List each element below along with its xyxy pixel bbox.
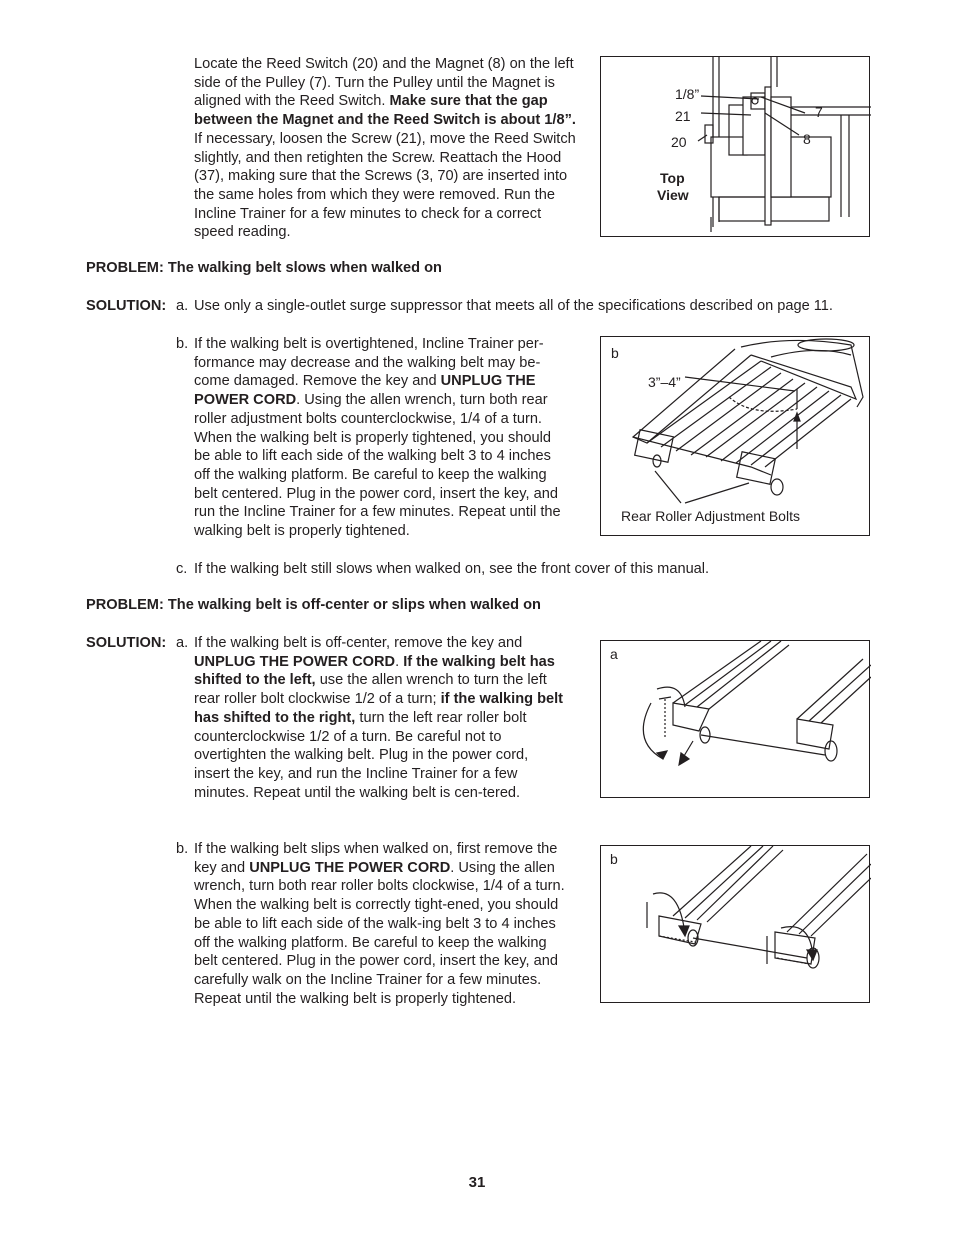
reed-switch-diagram [601,57,871,238]
step-2b-text [194,840,566,1008]
problem-heading-belt-slows: PROBLEM: The walking belt slows when walked on [86,260,442,276]
figure-letter-b2: b [610,851,618,867]
figure-belt-slipping [600,845,870,1003]
unplug-warning-1: UNPLUG THE POWER CORD [194,373,536,409]
figure-belt-tension [600,336,870,536]
pulley-7-label: 7 [815,104,823,120]
problem-heading-belt-off-center: PROBLEM: The walking belt is off-center or slips when walked on [86,597,541,613]
magnet-8-label: 8 [803,131,811,147]
reed-switch-gap-emphasis: Make sure that the gap between the Magnet and the Reed Switch is about 1/8”. [194,93,576,129]
step-2a-text-4: turn the left rear roller bolt counterclockwise 1/2 of a turn. Be careful not to overtighten the walking belt. Plug in the power cord, insert the key, and run the Incline Trainer for a few minutes. Repeat until the walking belt is cen-tered. [194,709,529,801]
step-1b-text-1: If the walking belt is overtightened, Incline Trainer per-formance may decrease and the walking belt may be-come damaged. Remove the key and [194,336,544,390]
step-1a-text: Use only a single-outlet surge suppressor that meets all of the specifications described on page 11. [194,298,833,314]
step-2a-text-3: use the allen wrench to turn the left rear roller bolt clockwise 1/2 of a turn; [194,672,547,708]
step-1b-text [194,335,570,541]
reed-switch-instructions [194,55,576,242]
top-view-caption-1: Top [660,170,685,186]
unplug-warning-3: UNPLUG THE POWER CORD [249,859,451,876]
reed-switch-20-label: 20 [671,134,687,150]
step-2b-text-1: If the walking belt slips when walked on, first remove the key and [194,841,558,876]
unplug-warning-2: UNPLUG THE POWER CORD [194,653,396,670]
figure-belt-centering [600,640,870,798]
page-number: 31 [468,1174,486,1191]
top-view-caption-2: View [657,187,689,203]
figure-reed-switch-top-view [600,56,870,237]
belt-slipping-diagram [601,846,871,1004]
shifted-left-emphasis: If the walking belt has shifted to the left, [194,653,555,689]
figure-letter-b1: b [611,345,619,361]
lift-measurement-label: 3”–4” [648,374,681,390]
shifted-right-emphasis: if the walking belt has shifted to the right, [194,691,564,726]
step-letter-2a: a. [176,635,189,651]
step-2b-text-2: . Using the allen wrench, turn both rear roller bolts clockwise, 1/4 of a turn. When the walking belt is correctly tight-ened, you should be able to lift each side of the walk-ing belt 3 to 4 inches off the walking platform. Be careful to keep the walking belt centered. Plug in the power cord, insert the key, and carefully walk on the Incline Trainer for a few minutes. Repeat until the walking belt is properly tightened. [194,859,565,1007]
rear-roller-bolts-caption: Rear Roller Adjustment Bolts [621,508,800,524]
step-2a-text-1: If the walking belt is off-center, remove the key and [194,635,523,651]
step-letter-2b: b. [176,841,189,857]
step-1c-text: If the walking belt still slows when walked on, see the front cover of this manual. [194,561,710,577]
reed-switch-text-1: Locate the Reed Switch (20) and the Magnet (8) on the left side of the Pulley (7). Turn the Pulley until the Magnet is aligned with the Reed Switch. [194,56,574,110]
step-letter-1c: c. [176,561,188,577]
step-letter-1b: b. [176,336,189,352]
step-letter-1a: a. [176,298,189,314]
gap-label: 1/8” [675,86,700,102]
figure-letter-a2: a [610,646,618,662]
screw-21-label: 21 [675,108,691,124]
solution-label-2: SOLUTION: [86,635,167,651]
step-1b-text-2: . Using the allen wrench, turn both rear roller adjustment bolts counterclockwise, 1/4 of a turn. When the walking belt is properly tightened, you should be able to lift each side of the walking belt 3 to 4 inches off the walking platform. Be careful to keep the walking belt centered. Plug in the power cord, insert the key, and run the Incline Trainer for a few minutes. Repeat until the walking belt is properly tightened. [194,392,561,540]
belt-centering-diagram [601,641,871,799]
solution-label-1: SOLUTION: [86,298,167,314]
belt-tension-diagram [601,337,871,537]
reed-switch-text-2: If necessary, loosen the Screw (21), move the Reed Switch slightly, and then retighten the Screw. Reattach the Hood (37), making sure that the Screws (3, 70) are inserted into the same holes from which they were removed. Run the Incline Trainer for a few minutes to check for a correct speed reading. [194,130,576,241]
step-2a-text [194,634,566,802]
step-2a-text-2: . [395,653,400,670]
